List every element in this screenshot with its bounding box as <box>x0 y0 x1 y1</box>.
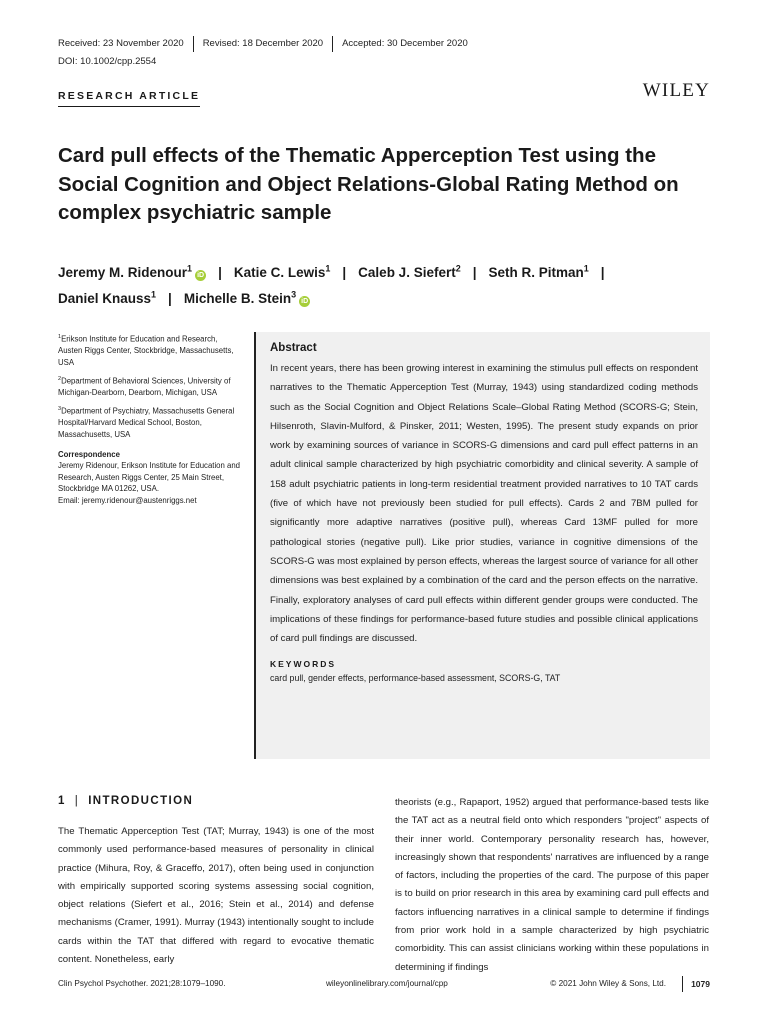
orcid-icon[interactable]: iD <box>301 298 309 305</box>
affiliations-column <box>58 332 243 507</box>
author-name[interactable]: Seth R. Pitman$^1$ <box>488 263 589 280</box>
correspondence-address: Jeremy Ridenour, Erikson Institute for Education and Research, Austen Riggs Center, 25 Main Street, Stockbridge MA 01262, USA. <box>58 461 241 494</box>
correspondence-heading: Correspondence <box>58 449 120 459</box>
article-type-label: RESEARCH ARTICLE <box>58 90 200 107</box>
author-separator: | <box>472 264 477 280</box>
author-separator: | <box>168 291 172 306</box>
author-name[interactable]: Katie C. Lewis$^1$ <box>233 263 331 280</box>
affiliation: $^3$Department of Psychiatry, Massachusetts General Hospital/Harvard Medical School, Boston, Massachusetts, USA <box>58 406 235 439</box>
keywords-heading: KEYWORDS <box>270 659 337 670</box>
body-paragraph: The Thematic Apperception Test (TAT; Murray, 1943) is one of the most commonly used performance-based measures of personality in clinical practice (Mihura, Roy, & Graceffo, 2017), often being used in conjunction with empirically supported scoring systems assessing social cognition, object relations (Siefert et al., 2016; Stein et al., 2014) and defense mechanisms (Cramer, 1991). Murray (1943) intentionally sought to include cards within the TAT that differed with regard to evocative thematic content. Nonetheless, early <box>58 826 374 966</box>
abstract-box <box>254 332 710 759</box>
author-separator: | <box>600 264 605 280</box>
correspondence <box>58 449 243 507</box>
author-name[interactable]: Daniel Knauss$^1$ <box>58 289 157 306</box>
orcid-icon[interactable]: iD <box>197 271 205 279</box>
author-name[interactable]: Jeremy M. Ridenour$^1$iD <box>58 263 205 280</box>
section-heading: 1 | INTRODUCTION <box>58 795 194 807</box>
affiliation: $^2$Department of Behavioral Sciences, University of Michigan-Dearborn, Dearborn, Michigan, USA <box>58 375 231 398</box>
abstract-text: In recent years, there has been growing interest in examining the stimulus pull effects on respondent narratives to the Thematic Apperception Test (Murray, 1943) using standardized coding methods such as the Social Cognition and Object Relations Scale–Global Rating Method (SCORS-G; Stein, Hilsenroth, Slavin-Mulford, & Pinsker, 2011; Westen, 1995). The present study expands on prior work by examining sources of variance in SCORS-G dimensions and card pull effect patterns in an adult clinical sample characterized by high psychiatric comorbidity and clinical severity. A sample of 158 adult psychiatric patients in long-term residential treatment provided narratives to 10 TAT cards (five of which have not previously been studied for pull effects). Cards 2 and 7BM pulled for significantly more adaptive narratives (positive pull), whereas Card 13MF pulled for more pathological stories (negative pull). Like prior studies, variance in cognitive dimensions of the SCORS-G was most explained by person effects, whereas the largest source of variance for all other dimensions was best explained by a combination of the card and the person effects on the narrative. Finally, exploratory analyses of card pull effects within different gender groups were conducted. The implications of these findings for performance-based future studies and possible clinical applications of card pull findings are discussed. <box>270 363 699 645</box>
page-number: 1079 <box>682 976 710 992</box>
author-name[interactable]: Michelle B. Stein$^3$iD <box>183 289 309 306</box>
author-separator: | <box>218 264 222 280</box>
correspondence-email[interactable]: Email: jeremy.ridenour@austenriggs.net <box>58 495 197 505</box>
article-dates <box>58 36 477 52</box>
body-column-left <box>58 795 374 969</box>
page-footer <box>58 976 710 992</box>
journal-citation: Clin Psychol Psychother. 2021;28:1079–1090. <box>58 979 226 988</box>
affiliation: $^1$Erikson Institute for Education and Research, Austen Riggs Center, Stockbridge, Massachusetts, USA <box>58 334 234 367</box>
body-column-right <box>395 794 709 977</box>
received-date: Received: 23 November 2020 <box>58 38 184 49</box>
paper-title: Card pull effects of the Thematic Apperception Test using the Social Cognition and Object Relations-Global Rating Method on complex psychiatric sample <box>58 144 679 224</box>
keywords-list: card pull, gender effects, performance-based assessment, SCORS-G, TAT <box>270 673 561 684</box>
doi[interactable]: DOI: 10.1002/cpp.2554 <box>58 56 157 67</box>
revised-date: Revised: 18 December 2020 <box>193 36 332 52</box>
author-list <box>58 257 718 310</box>
accepted-date: Accepted: 30 December 2020 <box>332 36 477 52</box>
wiley-logo[interactable]: WILEY <box>642 80 710 101</box>
abstract-heading: Abstract <box>270 342 317 354</box>
copyright: © 2021 John Wiley & Sons, Ltd. <box>550 979 666 988</box>
body-paragraph: theorists (e.g., Rapaport, 1952) argued that performance-based tests like the TAT act as a neutral field onto which responders "project" aspects of their inner world. Contemporary personality research has, however, increasingly shown that respondents' narratives are influenced by a range of factors, including the properties of the card. The purpose of this paper is to build on prior research in this area by examining card pull effects and factors influencing narratives in a clinical sample to determine if findings from prior work hold in a sample characterized by high psychiatric comorbidity. This can assist clinicians working within these populations in determining if findings <box>395 797 709 973</box>
author-separator: | <box>342 264 347 280</box>
author-name[interactable]: Caleb J. Siefert$^2$ <box>358 263 461 280</box>
journal-website-link[interactable]: wileyonlinelibrary.com/journal/cpp <box>326 979 448 988</box>
